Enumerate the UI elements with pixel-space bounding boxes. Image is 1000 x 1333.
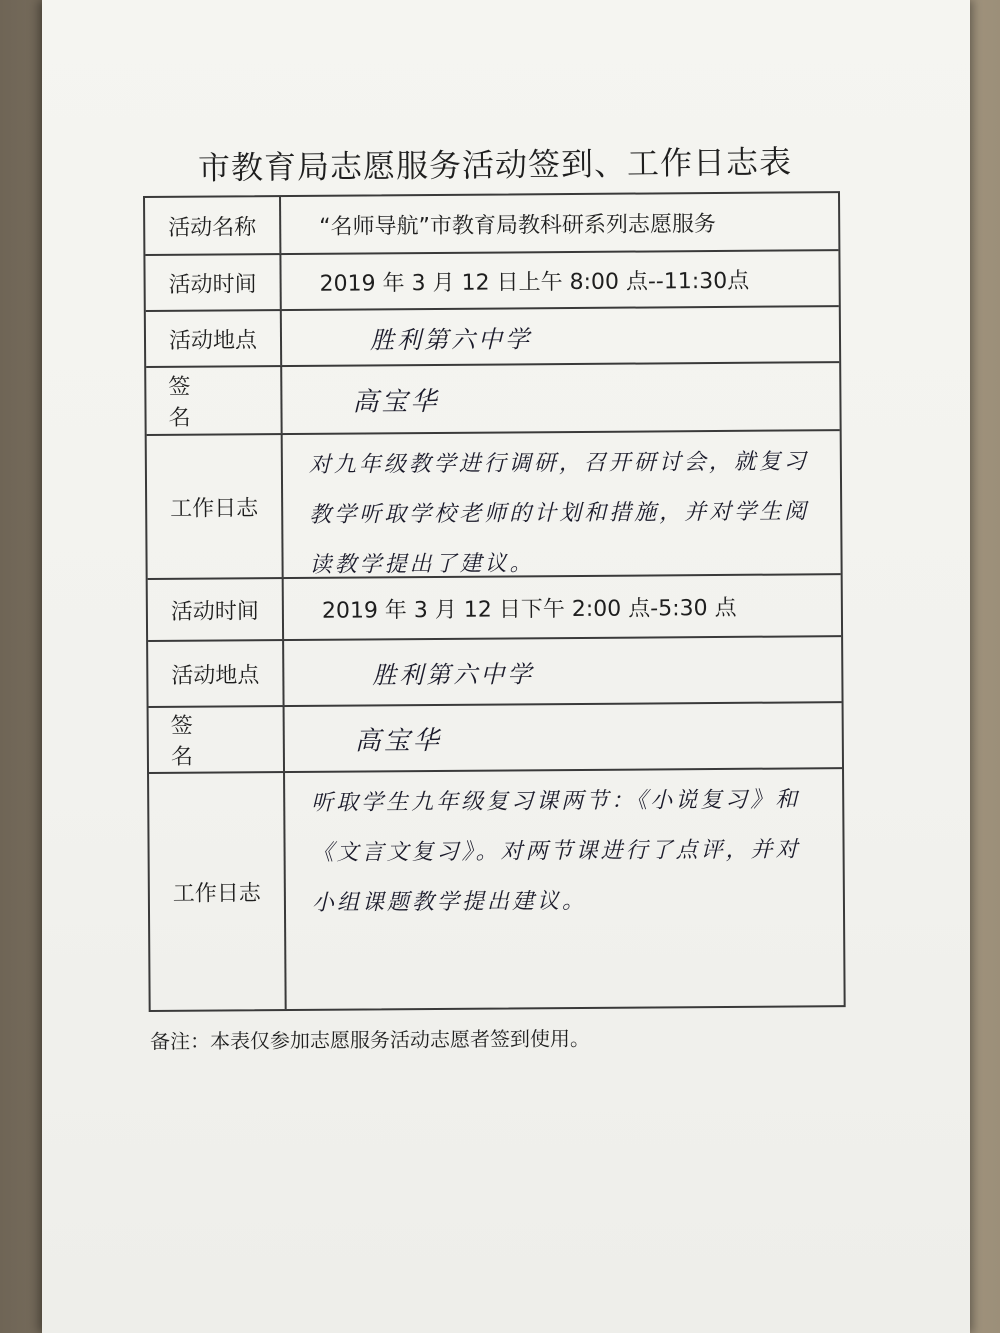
document-title: 市教育局志愿服务活动签到、工作日志表 [197, 142, 793, 188]
value-activity-time-1: 2019 年 3 月 12 日上午 8:00 点--11:30点 [319, 268, 750, 297]
row-signature-2 [149, 703, 842, 774]
label-activity-time-1: 活动时间 [145, 255, 281, 310]
label-work-log-2: 工作日志 [149, 773, 287, 1010]
label-signature-2: 签 名 [149, 707, 285, 772]
label-activity-place-1: 活动地点 [146, 311, 282, 366]
value-activity-time-2: 2019 年 3 月 12 日下午 2:00 点-5:30 点 [321, 595, 737, 624]
row-activity-place-2 [148, 637, 841, 708]
label-activity-place-2: 活动地点 [148, 641, 284, 706]
signature-1: 高宝华 [352, 386, 440, 418]
sign-in-log-table [143, 191, 846, 1012]
label-activity-name: 活动名称 [145, 197, 281, 254]
row-work-log-1 [147, 431, 841, 580]
row-activity-time-2 [148, 575, 841, 642]
signature-2: 高宝华 [354, 725, 442, 757]
label-signature-1: 签 名 [146, 367, 282, 434]
row-activity-place-1 [146, 307, 839, 368]
label-work-log-1: 工作日志 [147, 435, 284, 578]
row-work-log-2 [149, 769, 844, 1010]
value-activity-place-1: 胜利第六中学 [369, 324, 533, 354]
value-work-log-2: 听取学生九年级复习课两节：《小说复习》和《文言文复习》。对两节课进行了点评，并对小组课题教学提出建议。 [311, 787, 801, 916]
value-activity-place-2: 胜利第六中学 [372, 659, 535, 689]
footnote: 备注：本表仅参加志愿服务活动志愿者签到使用。 [149, 1026, 591, 1054]
value-activity-name: “名师导航”市教育局教科研系列志愿服务 [319, 211, 717, 240]
value-work-log-1: 对九年级教学进行调研，召开研讨会，就复习教学听取学校老师的计划和措施，并对学生阅读教学提出了建议。 [308, 449, 810, 578]
row-signature-1 [146, 363, 839, 436]
row-activity-time-1 [145, 251, 838, 312]
row-activity-name [145, 193, 838, 256]
label-activity-time-2: 活动时间 [148, 579, 284, 640]
